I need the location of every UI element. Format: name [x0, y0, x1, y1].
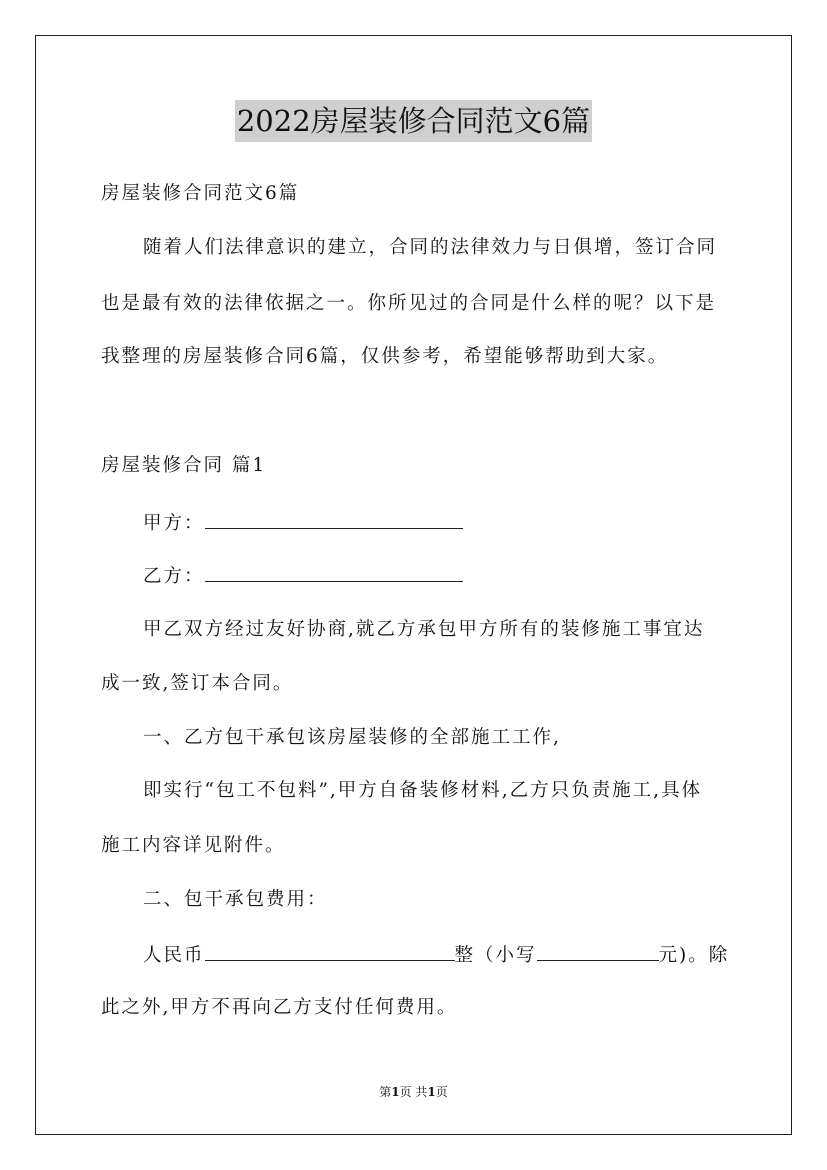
- footer-page-mid: 页 共: [399, 1085, 428, 1099]
- fee-line: [143, 942, 729, 968]
- intro-line-2: 也是最有效的法律依据之一。你所见过的合同是什么样的呢？以下是: [101, 293, 717, 314]
- clause-1-detail-line-1: 即实行“包工不包料”,甲方自备装修材料,乙方只负责施工,具体: [143, 780, 703, 801]
- clause-1: 一、乙方包干承包该房屋装修的全部施工工作,: [143, 727, 561, 748]
- agreement-line-1: 甲乙双方经过友好协商,就乙方承包甲方所有的装修施工事宜达: [143, 619, 705, 640]
- fee-line-2: 此之外,甲方不再向乙方支付任何费用。: [101, 997, 458, 1018]
- fee-prefix: 人民币: [143, 945, 205, 966]
- section-heading: 房屋装修合同 篇1: [101, 455, 267, 476]
- footer-page-total: 1: [427, 1085, 436, 1099]
- footer-page-number: 1: [391, 1085, 400, 1099]
- party-a-label: 甲方：: [143, 513, 205, 534]
- agreement-line-2: 成一致,签订本合同。: [101, 673, 294, 694]
- fee-middle: 整（小写: [454, 945, 537, 966]
- title-container: [0, 100, 827, 142]
- party-a-line: [143, 510, 463, 536]
- party-b-label: 乙方：: [143, 566, 205, 587]
- intro-line-1: 随着人们法律意识的建立，合同的法律效力与日俱增，签订合同: [143, 237, 718, 258]
- intro-line-3: 我整理的房屋装修合同6篇，仅供参考，希望能够帮助到大家。: [101, 346, 669, 367]
- footer-page-suffix: 页: [435, 1085, 448, 1099]
- clause-1-detail-line-2: 施工内容详见附件。: [101, 835, 286, 856]
- fee-amount-blank: [205, 942, 455, 961]
- fee-suffix: 元)。除: [658, 945, 730, 966]
- footer-page-prefix: 第: [379, 1085, 392, 1099]
- document-title: 2022房屋装修合同范文6篇: [235, 100, 592, 142]
- party-b-blank: [205, 563, 463, 582]
- document-subtitle: 房屋装修合同范文6篇: [101, 183, 300, 204]
- clause-2: 二、包干承包费用：: [143, 889, 328, 910]
- party-a-blank: [205, 510, 463, 529]
- page-footer: [0, 1084, 827, 1100]
- party-b-line: [143, 563, 463, 589]
- fee-lowercase-blank: [537, 942, 659, 961]
